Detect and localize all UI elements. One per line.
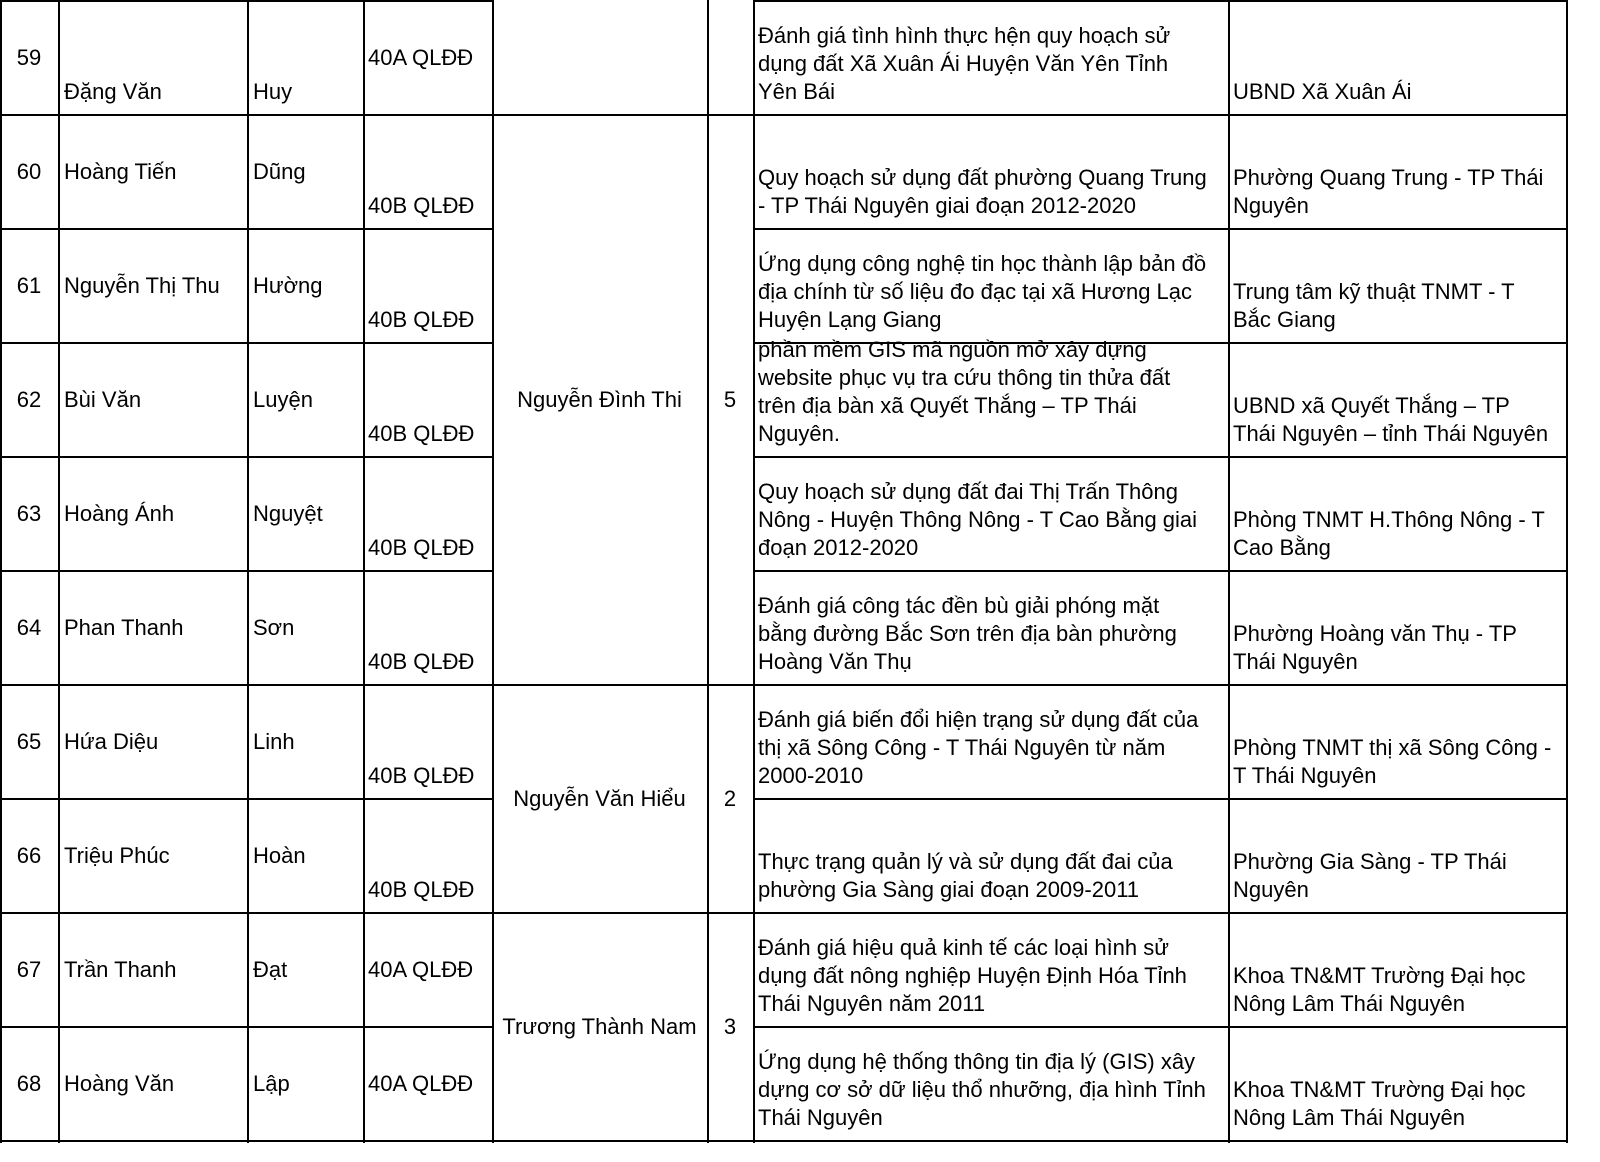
class-name: 40A QLĐĐ xyxy=(368,957,474,982)
thesis-title-line: Quy hoạch sử dụng đất đai Thị Trấn Thông xyxy=(758,479,1178,504)
thesis-title-line: phường Gia Sàng giai đoạn 2009-2011 xyxy=(758,877,1140,902)
student-name: Lập xyxy=(253,1071,290,1096)
thesis-title-line: Nông - Huyện Thông Nông - T Cao Bằng giai xyxy=(758,507,1198,532)
row-border xyxy=(0,684,1568,686)
row-border xyxy=(0,1140,1568,1142)
thesis-title-line: Hoàng Văn Thụ xyxy=(758,649,912,674)
thesis-title-line: Thái Nguyên năm 2011 xyxy=(758,991,986,1016)
thesis-title-line: Quy hoạch sử dụng đất phường Quang Trung xyxy=(758,165,1207,190)
thesis-title-line: địa chính từ số liệu đo đạc tại xã Hương Lạc xyxy=(758,279,1193,304)
internship-place-line: Nông Lâm Thái Nguyên xyxy=(1233,1105,1465,1130)
internship-place-line: Thái Nguyên – tỉnh Thái Nguyên xyxy=(1233,421,1549,446)
row-number: 62 xyxy=(16,387,42,412)
internship-place-line: Khoa TN&MT Trường Đại học xyxy=(1233,963,1526,988)
student-surname: Trần Thanh xyxy=(64,957,177,982)
thesis-title-line: thị xã Sông Công - T Thái Nguyên từ năm xyxy=(758,735,1166,760)
thesis-title-line: dựng cơ sở dữ liệu thổ nhưỡng, địa hình Tỉnh xyxy=(758,1077,1206,1102)
supervisor-name: Trương Thành Nam xyxy=(502,1014,697,1039)
thesis-title-line: đoạn 2012-2020 xyxy=(758,535,919,560)
internship-place-line: T Thái Nguyên xyxy=(1233,763,1377,788)
student-count: 2 xyxy=(723,786,737,811)
student-name: Huy xyxy=(253,79,293,104)
student-name: Luyện xyxy=(253,387,313,412)
row-border xyxy=(0,912,1568,914)
internship-place-line: Nông Lâm Thái Nguyên xyxy=(1233,991,1465,1016)
thesis-title-line: bằng đường Bắc Sơn trên địa bàn phường xyxy=(758,621,1177,646)
row-border xyxy=(0,456,494,458)
class-name: 40B QLĐĐ xyxy=(368,877,475,902)
internship-place-line: Cao Bằng xyxy=(1233,535,1331,560)
row-number: 64 xyxy=(16,615,42,640)
internship-place-line: Nguyên xyxy=(1233,193,1309,218)
class-name: 40B QLĐĐ xyxy=(368,421,475,446)
row-border xyxy=(753,228,1568,230)
thesis-title-line: Đánh giá hiệu quả kinh tế các loại hình sử xyxy=(758,935,1169,960)
thesis-title-line: phần mềm GIS mã nguồn mở xây dựng xyxy=(758,337,1147,362)
thesis-title-line: Đánh giá biến đổi hiện trạng sử dụng đất của xyxy=(758,707,1199,732)
thesis-title-line: Ứng dụng công nghệ tin học thành lập bản đồ xyxy=(758,251,1207,276)
row-border xyxy=(753,798,1568,800)
row-number: 68 xyxy=(16,1071,42,1096)
row-number: 59 xyxy=(16,45,42,70)
row-border xyxy=(0,114,1568,116)
student-surname: Hoàng Tiến xyxy=(64,159,177,184)
thesis-title-line: Thái Nguyên xyxy=(758,1105,883,1130)
row-border xyxy=(0,228,494,230)
student-surname: Hoàng Văn xyxy=(64,1071,175,1096)
class-name: 40B QLĐĐ xyxy=(368,649,475,674)
student-surname: Nguyễn Thị Thu xyxy=(64,273,220,298)
internship-place-line: UBND Xã Xuân Ái xyxy=(1233,79,1412,104)
internship-place-line: Nguyên xyxy=(1233,877,1309,902)
row-number: 67 xyxy=(16,957,42,982)
student-surname: Hoàng Ánh xyxy=(64,501,175,526)
student-name: Dũng xyxy=(253,159,306,184)
thesis-title-line: - TP Thái Nguyên giai đoạn 2012-2020 xyxy=(758,193,1136,218)
class-name: 40B QLĐĐ xyxy=(368,763,475,788)
col-border xyxy=(707,0,709,1143)
row-number: 63 xyxy=(16,501,42,526)
class-name: 40B QLĐĐ xyxy=(368,535,475,560)
internship-place-line: Bắc Giang xyxy=(1233,307,1336,332)
thesis-title-line: website phục vụ tra cứu thông tin thửa đất xyxy=(758,365,1171,390)
row-number: 65 xyxy=(16,729,42,754)
row-border xyxy=(753,0,1568,2)
class-name: 40B QLĐĐ xyxy=(368,307,475,332)
internship-place-line: Khoa TN&MT Trường Đại học xyxy=(1233,1077,1526,1102)
row-border xyxy=(753,456,1568,458)
supervisor-name: Nguyễn Đình Thi xyxy=(517,387,682,412)
row-border xyxy=(0,570,494,572)
student-surname: Phan Thanh xyxy=(64,615,184,640)
internship-place-line: Trung tâm kỹ thuật TNMT - T xyxy=(1233,279,1515,304)
internship-place-line: UBND xã Quyết Thắng – TP xyxy=(1233,393,1510,418)
thesis-title-line: Huyện Lạng Giang xyxy=(758,307,942,332)
student-name: Hoàn xyxy=(253,843,306,868)
row-border xyxy=(753,1026,1568,1028)
internship-place-line: Thái Nguyên xyxy=(1233,649,1358,674)
student-name: Hường xyxy=(253,273,323,298)
student-name: Đạt xyxy=(253,957,288,982)
supervisor-name: Nguyễn Văn Hiểu xyxy=(513,786,686,811)
internship-place-line: Phòng TNMT thị xã Sông Công - xyxy=(1233,735,1552,760)
thesis-title-line: Nguyên. xyxy=(758,421,840,446)
row-border xyxy=(753,570,1568,572)
row-border xyxy=(0,342,494,344)
student-count: 5 xyxy=(723,387,737,412)
thesis-title-line: Yên Bái xyxy=(758,79,836,104)
thesis-title-line: dụng đất nông nghiệp Huyện Định Hóa Tỉnh xyxy=(758,963,1187,988)
thesis-title-line: Đánh giá công tác đền bù giải phóng mặt xyxy=(758,593,1160,618)
student-surname: Hứa Diệu xyxy=(64,729,159,754)
row-border xyxy=(0,0,494,2)
student-surname: Bùi Văn xyxy=(64,387,142,412)
internship-place-line: Phường Quang Trung - TP Thái xyxy=(1233,165,1544,190)
class-name: 40A QLĐĐ xyxy=(368,45,474,70)
internship-place-line: Phòng TNMT H.Thông Nông - T xyxy=(1233,507,1545,532)
row-number: 66 xyxy=(16,843,42,868)
student-name: Linh xyxy=(253,729,295,754)
student-name: Sơn xyxy=(253,615,295,640)
thesis-title-line: Ứng dụng hệ thống thông tin địa lý (GIS) xây xyxy=(758,1049,1196,1074)
thesis-title-line: dụng đất Xã Xuân Ái Huyện Văn Yên Tỉnh xyxy=(758,51,1169,76)
thesis-title-line: 2000-2010 xyxy=(758,763,864,788)
student-surname: Triệu Phúc xyxy=(64,843,170,868)
row-border xyxy=(0,1026,494,1028)
row-number: 60 xyxy=(16,159,42,184)
thesis-title-line: Thực trạng quản lý và sử dụng đất đai của xyxy=(758,849,1173,874)
thesis-title-line: trên địa bàn xã Quyết Thắng – TP Thái xyxy=(758,393,1137,418)
row-number: 61 xyxy=(16,273,42,298)
internship-place-line: Phường Hoàng văn Thụ - TP xyxy=(1233,621,1517,646)
class-name: 40B QLĐĐ xyxy=(368,193,475,218)
student-count: 3 xyxy=(723,1014,737,1039)
internship-place-line: Phường Gia Sàng - TP Thái xyxy=(1233,849,1507,874)
row-border xyxy=(0,798,494,800)
student-name: Nguyệt xyxy=(253,501,323,526)
class-name: 40A QLĐĐ xyxy=(368,1071,474,1096)
student-surname: Đặng Văn xyxy=(64,79,162,104)
thesis-title-line: Đánh giá tình hình thực hện quy hoạch sử xyxy=(758,23,1171,48)
